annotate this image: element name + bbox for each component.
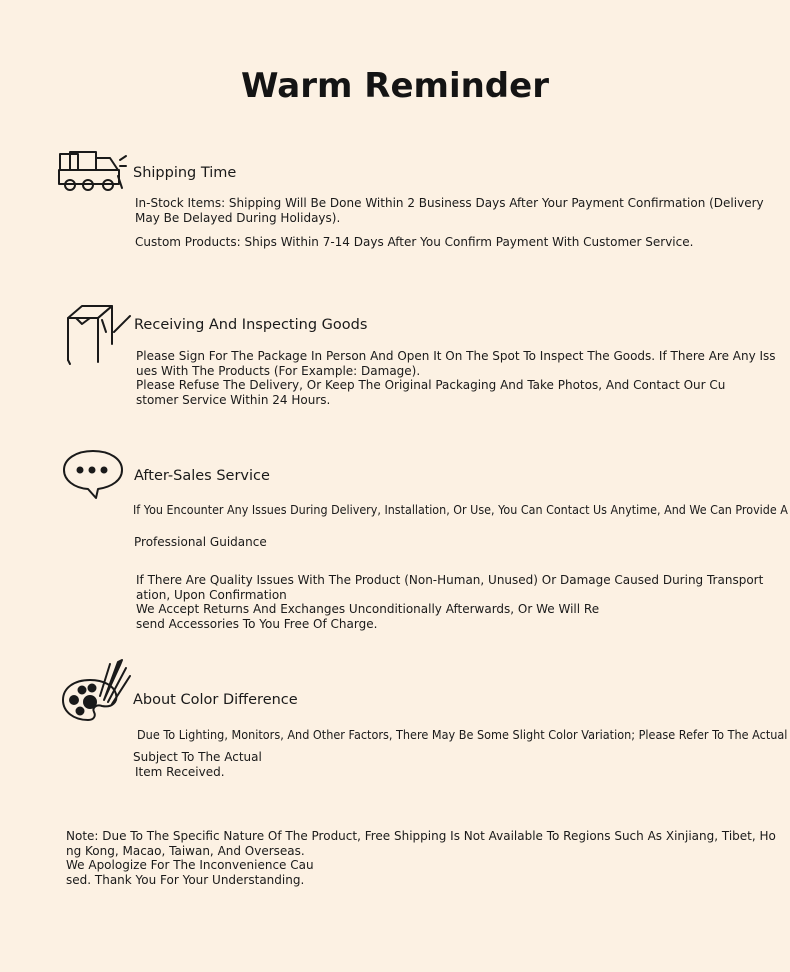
section-heading-receiving: Receiving And Inspecting Goods xyxy=(134,317,368,333)
chat-bubble-icon xyxy=(62,448,124,500)
section-heading-after-sales: After-Sales Service xyxy=(134,468,270,484)
page-title: Warm Reminder xyxy=(241,66,549,106)
after-sales-guidance-text: Professional Guidance xyxy=(134,535,267,549)
package-box-icon xyxy=(62,302,132,370)
after-sales-contact-text: If You Encounter Any Issues During Delivery, Installation, Or Use, You Can Contact Us Anytime, And We Can Provide A xyxy=(133,503,788,517)
section-heading-color-difference: About Color Difference xyxy=(133,692,298,708)
receiving-instructions-text: Please Sign For The Package In Person And Open It On The Spot To Inspect The Goods. If There Are Any Iss ues With The Products (For Example: Damage). Please Refuse The Delivery, Or Keep The Original Packaging And Take Photos, And Contact Our Cu stomer Service Within 24 Hours. xyxy=(136,349,776,407)
color-subject-text: Subject To The Actual xyxy=(133,750,262,764)
paint-palette-icon xyxy=(60,656,134,728)
after-sales-returns-text: If There Are Quality Issues With The Product (Non-Human, Unused) Or Damage Caused During Transport ation, Upon Confirmation We Accept Returns And Exchanges Unconditionally Afterwards, Or We Will Re send Accessories To You Free Of Charge. xyxy=(136,573,764,631)
color-item-received-text: Item Received. xyxy=(135,765,225,779)
color-difference-text: Due To Lighting, Monitors, And Other Factors, There May Be Some Slight Color Variation; Please Refer To The Actual xyxy=(137,728,788,742)
shipping-in-stock-text: In-Stock Items: Shipping Will Be Done Within 2 Business Days After Your Payment Confirmation (Delivery May Be Delayed During Holidays). xyxy=(135,196,764,225)
shipping-note-text: Note: Due To The Specific Nature Of The Product, Free Shipping Is Not Available To Regions Such As Xinjiang, Tibet, Ho ng Kong, Macao, Taiwan, And Overseas. We Apologize For The Inconvenience Cau sed. Thank You For Your Understanding. xyxy=(66,829,776,887)
shipping-custom-text: Custom Products: Ships Within 7-14 Days After You Confirm Payment With Customer Service. xyxy=(135,235,694,249)
truck-icon xyxy=(56,150,128,194)
section-heading-shipping-time: Shipping Time xyxy=(133,165,237,181)
